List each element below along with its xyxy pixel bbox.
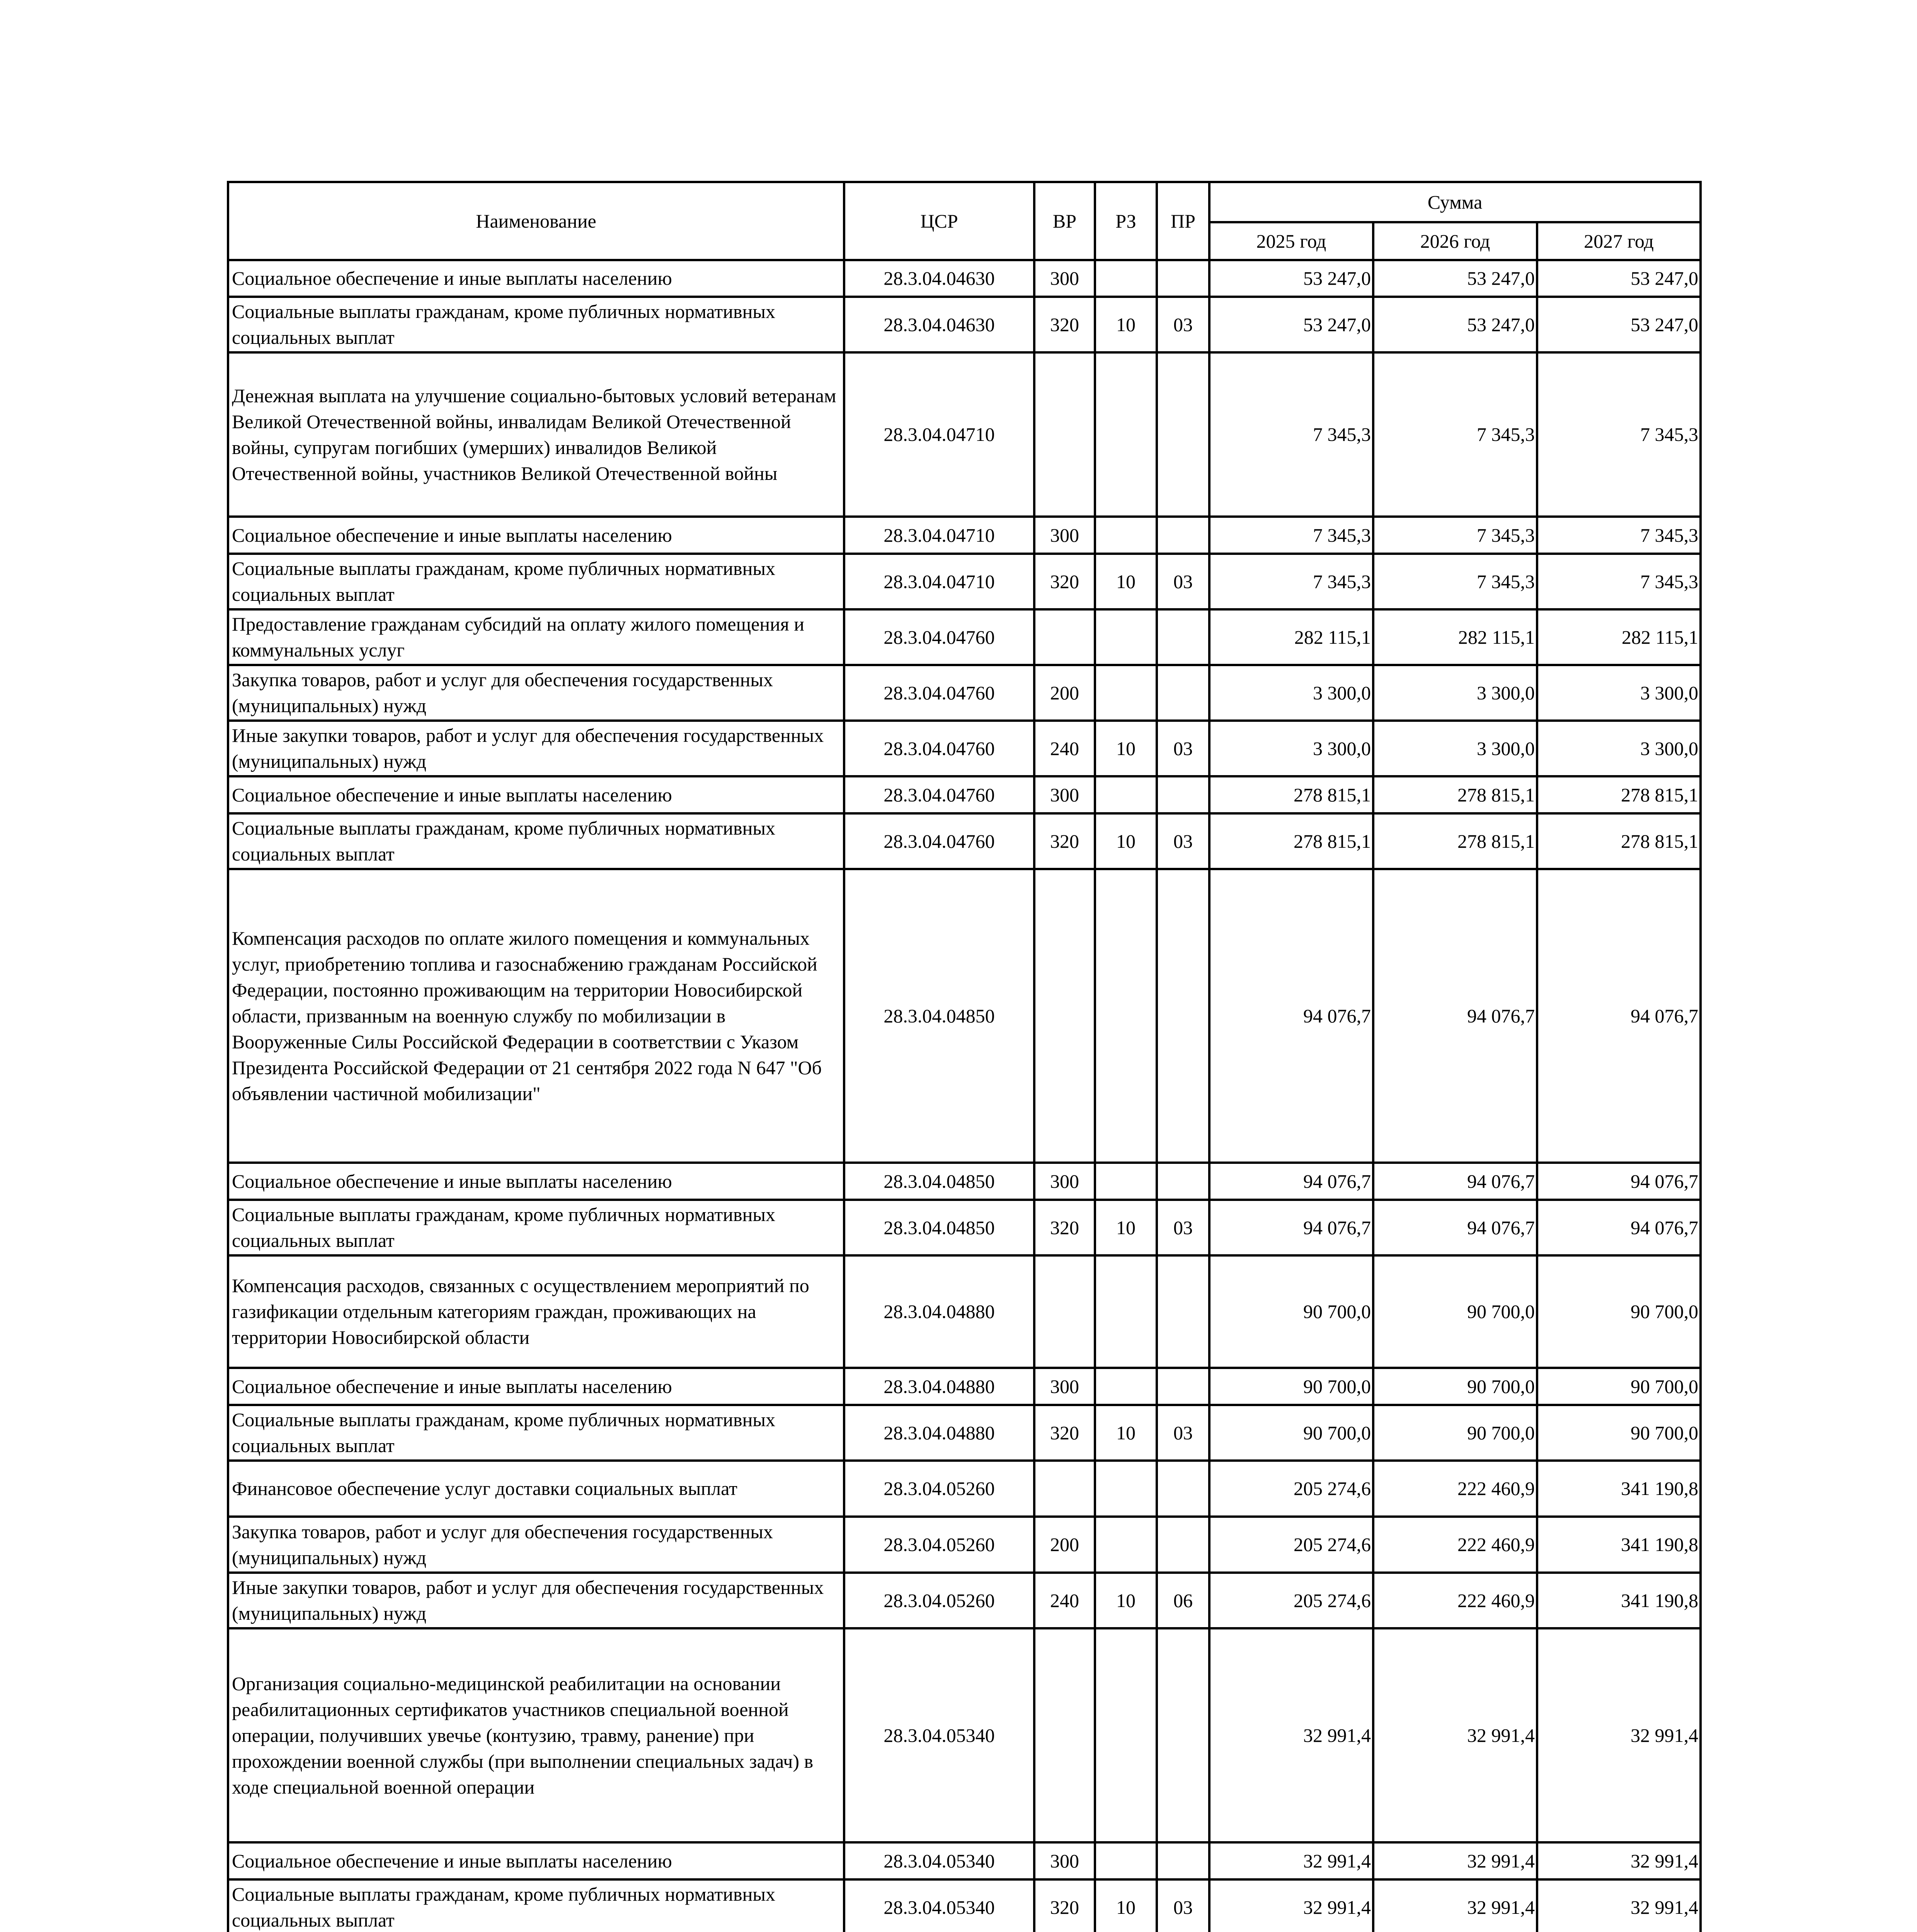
cell-csr: 28.3.04.04710 [844, 517, 1034, 554]
cell-pr [1157, 1368, 1209, 1405]
cell-csr: 28.3.04.04630 [844, 297, 1034, 352]
cell-sum-2027: 341 190,8 [1537, 1461, 1701, 1517]
cell-vr: 320 [1034, 297, 1095, 352]
cell-csr: 28.3.04.04760 [844, 721, 1034, 776]
cell-sum-2026: 32 991,4 [1373, 1628, 1537, 1842]
budget-table [227, 181, 1702, 1932]
cell-pr [1157, 776, 1209, 813]
cell-rz [1095, 1255, 1157, 1368]
cell-sum-2026: 90 700,0 [1373, 1368, 1537, 1405]
cell-vr: 320 [1034, 1200, 1095, 1255]
cell-pr: 03 [1157, 297, 1209, 352]
cell-csr: 28.3.04.05260 [844, 1573, 1034, 1628]
cell-rz: 10 [1095, 813, 1157, 869]
cell-name: Социальное обеспечение и иные выплаты населению [228, 260, 844, 297]
header-year-2027: 2027 год [1537, 222, 1701, 260]
cell-sum-2027: 278 815,1 [1537, 776, 1701, 813]
table-row [228, 260, 1701, 297]
cell-name: Предоставление гражданам субсидий на оплату жилого помещения и коммунальных услуг [228, 609, 844, 665]
cell-name: Организация социально-медицинской реабилитации на основании реабилитационных сертификатов участников специальной военной операции, получивших увечье (контузию, травму, ранение) при прохождении военной службы (при выполнении специальных задач) в ходе специальной военной операции [228, 1628, 844, 1842]
cell-pr [1157, 609, 1209, 665]
header-vr: ВР [1034, 182, 1095, 260]
cell-sum-2026: 7 345,3 [1373, 554, 1537, 609]
cell-rz [1095, 1628, 1157, 1842]
cell-vr: 200 [1034, 1517, 1095, 1573]
cell-csr: 28.3.04.04880 [844, 1368, 1034, 1405]
table-row [228, 1628, 1701, 1842]
cell-vr [1034, 1255, 1095, 1368]
cell-csr: 28.3.04.05260 [844, 1461, 1034, 1517]
cell-name: Компенсация расходов по оплате жилого помещения и коммунальных услуг, приобретению топлива и газоснабжению гражданам Российской Федерации, постоянно проживающим на территории Новосибирской области, призванным на военную службу по мобилизации в Вооруженные Силы Российской Федерации в соответствии с Указом Президента Российской Федерации от 21 сентября 2022 года N 647 "Об объявлении частичной мобилизации" [228, 869, 844, 1163]
cell-pr: 03 [1157, 554, 1209, 609]
cell-sum-2026: 90 700,0 [1373, 1405, 1537, 1461]
cell-csr: 28.3.04.04760 [844, 609, 1034, 665]
cell-csr: 28.3.04.04760 [844, 776, 1034, 813]
cell-sum-2026: 53 247,0 [1373, 297, 1537, 352]
cell-rz: 10 [1095, 1405, 1157, 1461]
cell-rz: 10 [1095, 721, 1157, 776]
cell-sum-2027: 90 700,0 [1537, 1368, 1701, 1405]
cell-sum-2026: 278 815,1 [1373, 776, 1537, 813]
cell-vr: 300 [1034, 260, 1095, 297]
table-row [228, 1255, 1701, 1368]
cell-pr: 03 [1157, 813, 1209, 869]
cell-sum-2026: 94 076,7 [1373, 1163, 1537, 1200]
cell-pr: 03 [1157, 1405, 1209, 1461]
header-pr: ПР [1157, 182, 1209, 260]
cell-sum-2027: 282 115,1 [1537, 609, 1701, 665]
cell-vr [1034, 1628, 1095, 1842]
cell-sum-2025: 278 815,1 [1209, 813, 1373, 869]
cell-sum-2025: 3 300,0 [1209, 721, 1373, 776]
cell-sum-2027: 32 991,4 [1537, 1842, 1701, 1879]
cell-rz: 10 [1095, 1200, 1157, 1255]
cell-rz [1095, 1368, 1157, 1405]
cell-sum-2027: 94 076,7 [1537, 869, 1701, 1163]
cell-sum-2026: 32 991,4 [1373, 1842, 1537, 1879]
cell-name: Социальные выплаты гражданам, кроме публичных нормативных социальных выплат [228, 1879, 844, 1932]
cell-sum-2025: 282 115,1 [1209, 609, 1373, 665]
cell-pr [1157, 260, 1209, 297]
cell-sum-2027: 278 815,1 [1537, 813, 1701, 869]
cell-name: Социальные выплаты гражданам, кроме публичных нормативных социальных выплат [228, 813, 844, 869]
cell-sum-2026: 278 815,1 [1373, 813, 1537, 869]
cell-rz: 10 [1095, 554, 1157, 609]
cell-vr [1034, 869, 1095, 1163]
cell-csr: 28.3.04.04850 [844, 869, 1034, 1163]
table-row [228, 609, 1701, 665]
cell-csr: 28.3.04.05340 [844, 1628, 1034, 1842]
cell-pr: 03 [1157, 1200, 1209, 1255]
cell-sum-2025: 53 247,0 [1209, 260, 1373, 297]
cell-pr [1157, 1628, 1209, 1842]
cell-sum-2026: 282 115,1 [1373, 609, 1537, 665]
table-row [228, 1461, 1701, 1517]
cell-sum-2026: 222 460,9 [1373, 1517, 1537, 1573]
cell-sum-2027: 53 247,0 [1537, 260, 1701, 297]
cell-name: Социальное обеспечение и иные выплаты населению [228, 776, 844, 813]
header-year-2026: 2026 год [1373, 222, 1537, 260]
cell-pr: 03 [1157, 1879, 1209, 1932]
cell-vr: 320 [1034, 554, 1095, 609]
cell-rz: 10 [1095, 1879, 1157, 1932]
table-row [228, 352, 1701, 517]
cell-csr: 28.3.04.04850 [844, 1163, 1034, 1200]
cell-sum-2025: 7 345,3 [1209, 517, 1373, 554]
cell-sum-2025: 94 076,7 [1209, 869, 1373, 1163]
cell-vr [1034, 609, 1095, 665]
cell-sum-2027: 32 991,4 [1537, 1879, 1701, 1932]
cell-rz [1095, 1163, 1157, 1200]
cell-pr [1157, 352, 1209, 517]
table-row [228, 869, 1701, 1163]
cell-name: Иные закупки товаров, работ и услуг для обеспечения государственных (муниципальных) нужд [228, 721, 844, 776]
cell-sum-2026: 3 300,0 [1373, 665, 1537, 721]
table-row [228, 1517, 1701, 1573]
cell-sum-2025: 205 274,6 [1209, 1573, 1373, 1628]
cell-csr: 28.3.04.05340 [844, 1879, 1034, 1932]
cell-sum-2025: 53 247,0 [1209, 297, 1373, 352]
cell-vr: 300 [1034, 1368, 1095, 1405]
cell-sum-2026: 94 076,7 [1373, 1200, 1537, 1255]
table-row [228, 517, 1701, 554]
cell-vr: 300 [1034, 517, 1095, 554]
cell-csr: 28.3.04.04760 [844, 813, 1034, 869]
cell-sum-2027: 3 300,0 [1537, 665, 1701, 721]
cell-rz [1095, 517, 1157, 554]
cell-vr [1034, 1461, 1095, 1517]
cell-rz [1095, 665, 1157, 721]
cell-vr: 300 [1034, 1842, 1095, 1879]
header-sum: Сумма [1209, 182, 1701, 222]
cell-sum-2027: 90 700,0 [1537, 1255, 1701, 1368]
cell-vr: 240 [1034, 721, 1095, 776]
cell-sum-2027: 90 700,0 [1537, 1405, 1701, 1461]
cell-csr: 28.3.04.04710 [844, 352, 1034, 517]
table-row [228, 776, 1701, 813]
cell-rz: 10 [1095, 297, 1157, 352]
cell-pr [1157, 1517, 1209, 1573]
cell-name: Социальные выплаты гражданам, кроме публичных нормативных социальных выплат [228, 1200, 844, 1255]
cell-rz [1095, 1517, 1157, 1573]
cell-pr: 03 [1157, 721, 1209, 776]
table-row [228, 1842, 1701, 1879]
cell-sum-2025: 205 274,6 [1209, 1461, 1373, 1517]
table-row [228, 1368, 1701, 1405]
cell-name: Социальное обеспечение и иные выплаты населению [228, 1368, 844, 1405]
cell-name: Социальные выплаты гражданам, кроме публичных нормативных социальных выплат [228, 554, 844, 609]
cell-sum-2025: 278 815,1 [1209, 776, 1373, 813]
cell-vr: 200 [1034, 665, 1095, 721]
cell-name: Финансовое обеспечение услуг доставки социальных выплат [228, 1461, 844, 1517]
cell-sum-2025: 32 991,4 [1209, 1842, 1373, 1879]
table-row [228, 297, 1701, 352]
cell-pr [1157, 517, 1209, 554]
cell-sum-2025: 205 274,6 [1209, 1517, 1373, 1573]
cell-csr: 28.3.04.04760 [844, 665, 1034, 721]
cell-csr: 28.3.04.04850 [844, 1200, 1034, 1255]
cell-sum-2027: 7 345,3 [1537, 554, 1701, 609]
cell-pr [1157, 665, 1209, 721]
cell-name: Социальное обеспечение и иные выплаты населению [228, 517, 844, 554]
cell-sum-2025: 32 991,4 [1209, 1628, 1373, 1842]
header-csr: ЦСР [844, 182, 1034, 260]
cell-sum-2026: 7 345,3 [1373, 352, 1537, 517]
cell-sum-2025: 94 076,7 [1209, 1163, 1373, 1200]
cell-rz [1095, 776, 1157, 813]
table-row [228, 554, 1701, 609]
cell-name: Закупка товаров, работ и услуг для обеспечения государственных (муниципальных) нужд [228, 1517, 844, 1573]
cell-sum-2025: 90 700,0 [1209, 1368, 1373, 1405]
header-rz: РЗ [1095, 182, 1157, 260]
cell-rz [1095, 1461, 1157, 1517]
cell-sum-2025: 32 991,4 [1209, 1879, 1373, 1932]
cell-pr [1157, 1842, 1209, 1879]
cell-sum-2025: 90 700,0 [1209, 1255, 1373, 1368]
cell-rz [1095, 609, 1157, 665]
cell-rz [1095, 869, 1157, 1163]
cell-sum-2027: 3 300,0 [1537, 721, 1701, 776]
cell-sum-2027: 341 190,8 [1537, 1573, 1701, 1628]
cell-name: Иные закупки товаров, работ и услуг для обеспечения государственных (муниципальных) нужд [228, 1573, 844, 1628]
cell-vr [1034, 352, 1095, 517]
cell-sum-2027: 53 247,0 [1537, 297, 1701, 352]
cell-sum-2026: 7 345,3 [1373, 517, 1537, 554]
cell-rz [1095, 260, 1157, 297]
cell-name: Закупка товаров, работ и услуг для обеспечения государственных (муниципальных) нужд [228, 665, 844, 721]
cell-name: Денежная выплата на улучшение социально-бытовых условий ветеранам Великой Отечественной войны, инвалидам Великой Отечественной войны, супругам погибших (умерших) инвалидов Великой Отечественной войны, участников Великой Отечественной войны [228, 352, 844, 517]
table-body [228, 260, 1701, 1932]
cell-sum-2025: 3 300,0 [1209, 665, 1373, 721]
cell-vr: 320 [1034, 1879, 1095, 1932]
cell-sum-2026: 53 247,0 [1373, 260, 1537, 297]
cell-sum-2026: 3 300,0 [1373, 721, 1537, 776]
table-row [228, 721, 1701, 776]
cell-name: Социальные выплаты гражданам, кроме публичных нормативных социальных выплат [228, 297, 844, 352]
cell-sum-2027: 7 345,3 [1537, 352, 1701, 517]
table-header [228, 182, 1701, 260]
cell-sum-2025: 7 345,3 [1209, 352, 1373, 517]
cell-vr: 320 [1034, 1405, 1095, 1461]
cell-rz [1095, 352, 1157, 517]
cell-name: Компенсация расходов, связанных с осуществлением мероприятий по газификации отдельным категориям граждан, проживающих на территории Новосибирской области [228, 1255, 844, 1368]
cell-vr: 320 [1034, 813, 1095, 869]
cell-sum-2027: 94 076,7 [1537, 1163, 1701, 1200]
table-row [228, 1405, 1701, 1461]
table-row [228, 813, 1701, 869]
table-row [228, 1200, 1701, 1255]
cell-csr: 28.3.04.04880 [844, 1255, 1034, 1368]
cell-sum-2026: 222 460,9 [1373, 1461, 1537, 1517]
cell-vr: 300 [1034, 1163, 1095, 1200]
cell-sum-2025: 90 700,0 [1209, 1405, 1373, 1461]
cell-sum-2025: 94 076,7 [1209, 1200, 1373, 1255]
cell-sum-2027: 94 076,7 [1537, 1200, 1701, 1255]
cell-csr: 28.3.04.05340 [844, 1842, 1034, 1879]
cell-name: Социальные выплаты гражданам, кроме публичных нормативных социальных выплат [228, 1405, 844, 1461]
header-name: Наименование [228, 182, 844, 260]
cell-rz [1095, 1842, 1157, 1879]
cell-sum-2026: 94 076,7 [1373, 869, 1537, 1163]
cell-pr [1157, 1461, 1209, 1517]
cell-name: Социальное обеспечение и иные выплаты населению [228, 1163, 844, 1200]
cell-sum-2025: 7 345,3 [1209, 554, 1373, 609]
cell-csr: 28.3.04.04880 [844, 1405, 1034, 1461]
cell-vr: 240 [1034, 1573, 1095, 1628]
cell-csr: 28.3.04.04710 [844, 554, 1034, 609]
cell-sum-2026: 90 700,0 [1373, 1255, 1537, 1368]
cell-name: Социальное обеспечение и иные выплаты населению [228, 1842, 844, 1879]
cell-sum-2027: 32 991,4 [1537, 1628, 1701, 1842]
cell-sum-2026: 32 991,4 [1373, 1879, 1537, 1932]
cell-csr: 28.3.04.04630 [844, 260, 1034, 297]
header-year-2025: 2025 год [1209, 222, 1373, 260]
cell-rz: 10 [1095, 1573, 1157, 1628]
cell-sum-2027: 341 190,8 [1537, 1517, 1701, 1573]
table-row [228, 1573, 1701, 1628]
cell-csr: 28.3.04.05260 [844, 1517, 1034, 1573]
table-row [228, 665, 1701, 721]
cell-pr [1157, 1163, 1209, 1200]
table-row [228, 1879, 1701, 1932]
cell-pr: 06 [1157, 1573, 1209, 1628]
cell-pr [1157, 869, 1209, 1163]
cell-sum-2026: 222 460,9 [1373, 1573, 1537, 1628]
cell-vr: 300 [1034, 776, 1095, 813]
cell-sum-2027: 7 345,3 [1537, 517, 1701, 554]
table-row [228, 1163, 1701, 1200]
cell-pr [1157, 1255, 1209, 1368]
